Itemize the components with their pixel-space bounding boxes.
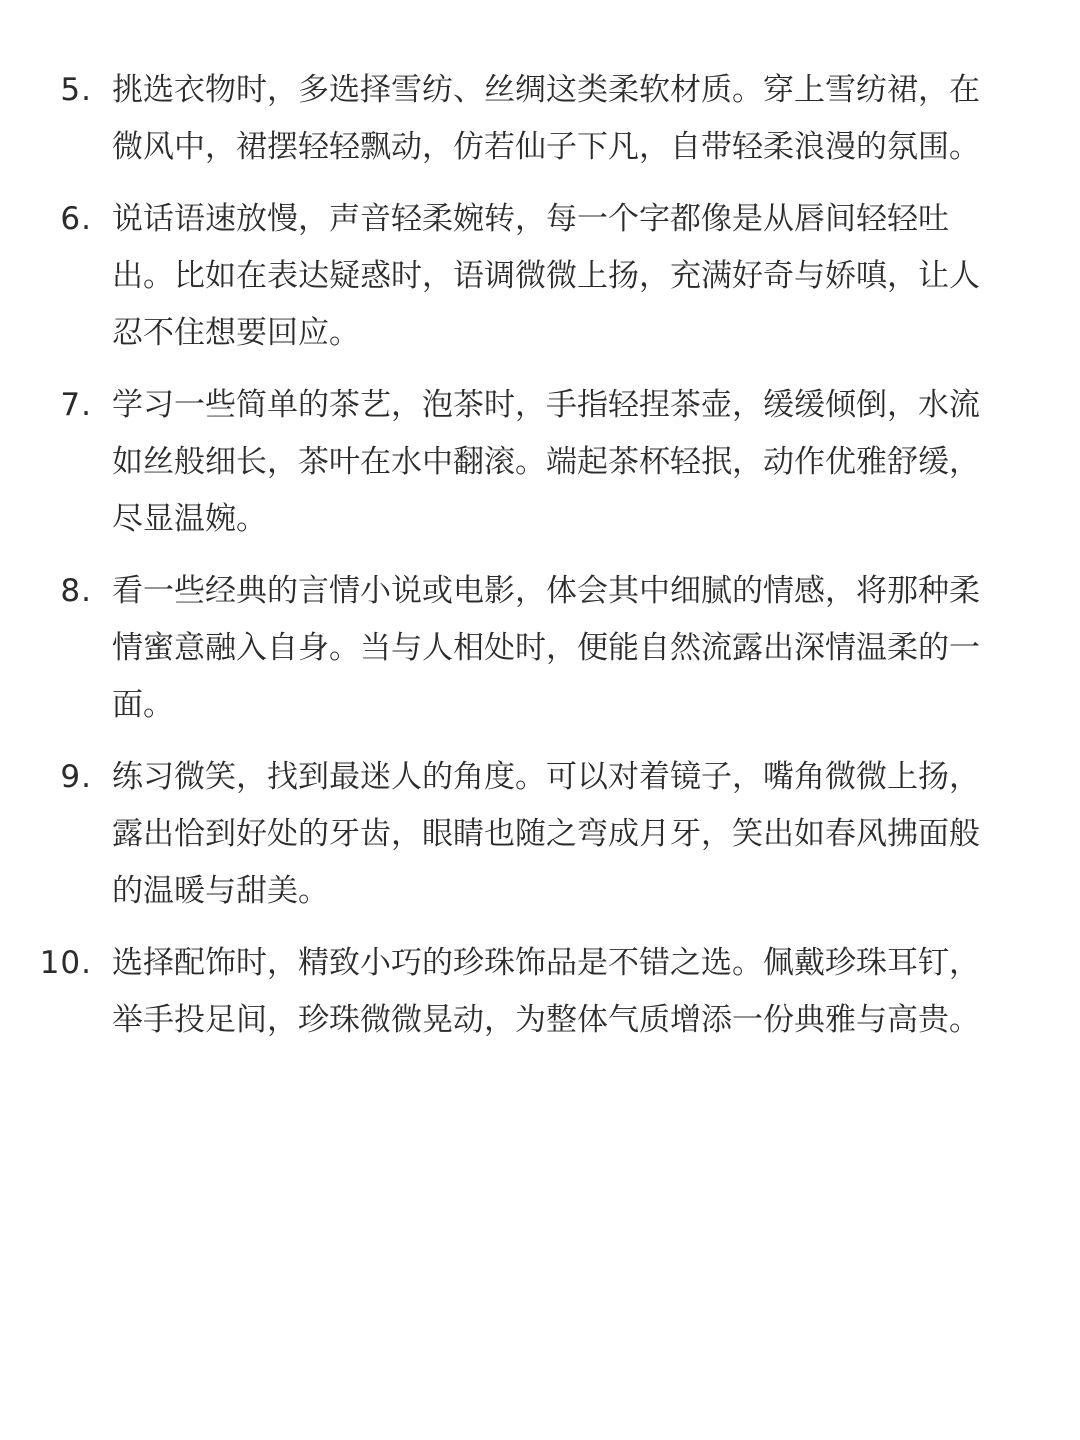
tips-list (0, 62, 1080, 1064)
item-text: 看一些经典的言情小说或电影，体会其中细腻的情感，将那种柔 情蜜意融入自身。当与人相处时，便能自然流露出深情温柔的一 面。 (112, 573, 980, 723)
item-text: 挑选衣物时，多选择雪纺、丝绸这类柔软材质。穿上雪纺裙，在 微风中，裙摆轻轻飘动，仿若仙子下凡，自带轻柔浪漫的氛围。 (112, 72, 980, 165)
list-item (0, 191, 1080, 362)
item-number: 6. (60, 201, 92, 237)
list-item (0, 377, 1080, 548)
list-item (0, 935, 1080, 1049)
item-number: 5. (60, 72, 92, 108)
list-item (0, 563, 1080, 734)
item-number: 10. (39, 945, 92, 981)
item-number: 8. (60, 573, 92, 609)
list-item (0, 62, 1080, 176)
item-number: 9. (60, 759, 92, 795)
item-text: 练习微笑，找到最迷人的角度。可以对着镜子，嘴角微微上扬， 露出恰到好处的牙齿，眼睛也随之弯成月牙，笑出如春风拂面般 的温暖与甜美。 (112, 759, 980, 909)
item-text: 说话语速放慢，声音轻柔婉转，每一个字都像是从唇间轻轻吐 出。比如在表达疑惑时，语调微微上扬，充满好奇与娇嗔，让人 忍不住想要回应。 (112, 201, 980, 351)
item-text: 选择配饰时，精致小巧的珍珠饰品是不错之选。佩戴珍珠耳钉， 举手投足间，珍珠微微晃动，为整体气质增添一份典雅与高贵。 (112, 945, 980, 1038)
item-text: 学习一些简单的茶艺，泡茶时，手指轻捏茶壶，缓缓倾倒，水流 如丝般细长，茶叶在水中翻滚。端起茶杯轻抿，动作优雅舒缓， 尽显温婉。 (112, 387, 980, 537)
item-number: 7. (60, 387, 92, 423)
list-item (0, 749, 1080, 920)
